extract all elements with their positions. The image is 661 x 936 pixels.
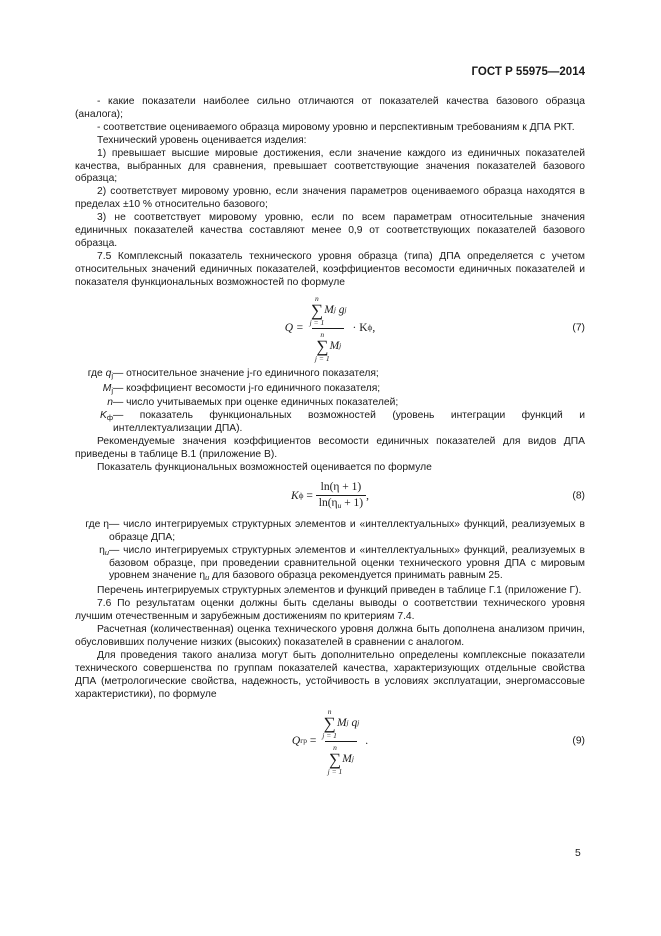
paragraph: Рекомендуемые значения коэффициентов весомости единичных показателей для видов ДПА приведены в таблице В.1 (приложение В). xyxy=(75,436,585,461)
definitions-list xyxy=(75,519,585,586)
definitions-list xyxy=(75,368,585,437)
definition-item: где $q_j$ — относительное значение j-го единичного показателя; xyxy=(87,367,379,380)
paragraph: Перечень интегрируемых структурных элементов и функций приведен в таблице Г.1 (приложение Г). xyxy=(97,585,582,597)
formula-7: Q = n ∑ j = 1 M j g j n ∑ j = 1 M j · K ф , (7) xyxy=(284,294,585,364)
equation-number: (7) xyxy=(572,322,585,334)
document-code: ГОСТ Р 55975—2014 xyxy=(471,66,585,78)
paragraph: 7.5 Комплексный показатель технического уровня образца (типа) ДПА определяется с учетом относительных значений единичных показателей, коэффициентов весомости единичных показателей и показателя функциональных возможностей по формуле xyxy=(75,250,585,288)
fraction: $\frac{\ln(\eta + 1)}{\ln(\eta_u + 1)}$ xyxy=(316,481,366,513)
paragraph: - какие показатели наиболее сильно отличаются от показателей качества базового образца (аналога); xyxy=(75,96,585,120)
definition-item: $K_ф$ — показатель функциональных возможностей (уровень интеграции функций и интеллектуализации ДПА). xyxy=(99,410,585,435)
paragraph: 3) не соответствует мировому уровню, если по всем параметрам относительные значения единичных показателей качества составляют менее 0,9 от соответствующих показателей базового образца. xyxy=(75,212,585,249)
page-content xyxy=(75,96,585,782)
equation-number: (9) xyxy=(572,735,585,747)
equation-number: (8) xyxy=(572,490,585,502)
fraction: n ∑ j = 1 M j g j n ∑ j = 1 M j xyxy=(309,294,347,364)
paragraph: 7.6 По результатам оценки должны быть сделаны выводы о соответствии технического уровня лучшим отечественным и зарубежным достижениям по критериям 7.4. xyxy=(75,598,585,623)
paragraph: 1) превышает высшие мировые достижения, если значение каждого из единичных показателей качества, выбранных для сравнения, превышает соответствующие значения показателей базового образца; xyxy=(75,147,585,185)
paragraph: Для проведения такого анализа могут быть дополнительно определены комплексные показатели технического совершенства по группам показателей качества, характеризующих отдельные свойства ДПА (метрологические свойства, надежность, устойчивость в условиях эксплуатации, энергомассовые характеристики), по формуле xyxy=(75,649,585,700)
definition-item: n — число учитываемых при оценке единичных показателей; xyxy=(107,397,399,409)
page-number: 5 xyxy=(575,848,581,859)
definition-item: где η — число интегрируемых структурных элементов и «интеллектуальных» функций, реализуемых в образце ДПА; xyxy=(85,518,585,543)
definition-item: $M_j$ — коэффициент весомости j-го единичного показателя; xyxy=(102,382,381,395)
paragraph: Технический уровень оценивается изделия: xyxy=(97,134,307,146)
paragraph: 2) соответствует мировому уровню, если значения параметров оцениваемого образца находятся в пределах ±10 % относительно базового; xyxy=(75,186,585,211)
formula-8: K ф = $\frac{\ln(\eta + 1)}{\ln(\eta_u + 1)}$ , (8) xyxy=(75,477,585,517)
paragraph: Показатель функциональных возможностей оценивается по формуле xyxy=(97,461,432,473)
fraction: n ∑ j = 1 M j q j n ∑ j = 1 M j xyxy=(322,707,360,777)
definition-item: $\eta_u$ — число интегрируемых структурных элементов и «интеллектуальных» функций, реализуемых в базовом образце, при проведении сравнительной оценки технического уровня ДПА с мировым уровнем значение $\eta_u$ для базового образца рекомендуется принимать равным 25. xyxy=(99,544,585,583)
formula-9: Q гр = n ∑ j = 1 M j q j n ∑ j = 1 M j . (9) xyxy=(291,707,585,777)
paragraph: - соответствие оцениваемого образца мировому уровню и перспективным требованиям к ДПА РКТ. xyxy=(97,121,575,133)
paragraph: Расчетная (количественная) оценка технического уровня должна быть дополнена анализом причин, обусловивших получение низких (высоких) показателей в сравнении с аналогом. xyxy=(75,624,585,648)
